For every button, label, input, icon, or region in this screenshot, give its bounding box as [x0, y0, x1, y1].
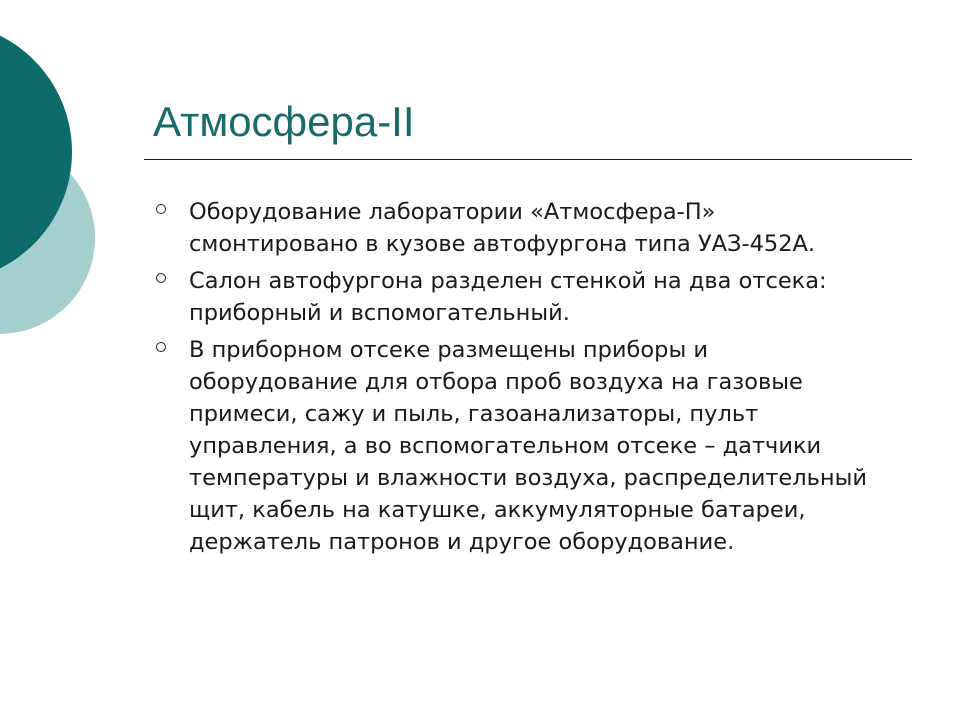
- decorative-circles: [0, 0, 120, 400]
- bullet-item: [154, 265, 874, 329]
- bullet-item: [154, 196, 874, 260]
- bullet-text: В приборном отсеке размещены приборы и оборудование для отбора проб воздуха на газовые примеси, сажу и пыль, газоанализаторы, пульт управления, а во вспомогательном отсеке – датчики температуры и влажности воздуха, распределительный щит, кабель на катушке, аккумуляторные батареи, держатель патронов и другое оборудование.: [189, 337, 868, 555]
- hollow-circle-icon: [156, 204, 166, 214]
- hollow-circle-icon: [156, 342, 166, 352]
- slide-title: Атмосфера-II: [153, 98, 415, 145]
- bullet-text: Салон автофургона разделен стенкой на два отсека: приборный и вспомогательный.: [189, 268, 827, 326]
- bullet-item: [154, 334, 874, 558]
- title-divider: [144, 159, 912, 160]
- bullet-list: [154, 196, 874, 563]
- bullet-text: Оборудование лаборатории «Атмосфера-П» смонтировано в кузове автофургона типа УАЗ-452А.: [189, 199, 816, 257]
- hollow-circle-icon: [156, 273, 166, 283]
